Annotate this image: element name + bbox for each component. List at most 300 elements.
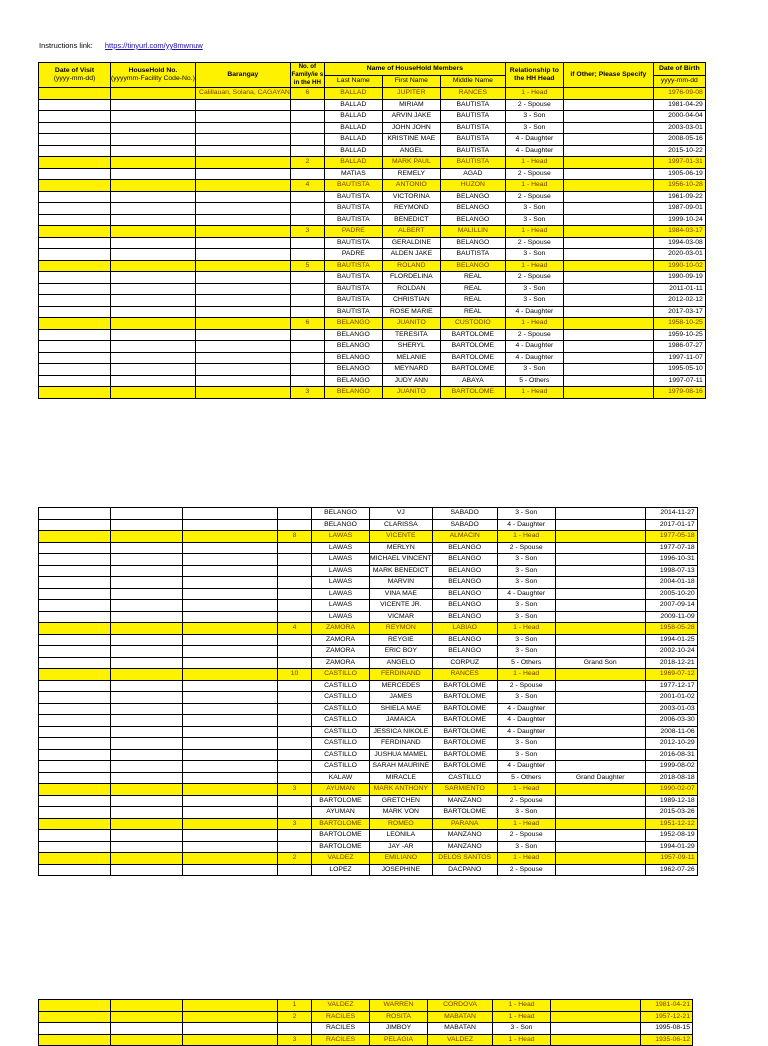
cell-if-other (563, 111, 653, 123)
col-barangay: Barangay (195, 63, 290, 88)
cell-num-families (278, 749, 312, 761)
cell-last-name: RACILES (312, 1023, 370, 1035)
cell-if-other (563, 122, 653, 134)
cell-num-families: 6 (290, 88, 324, 100)
cell-middle-name: AGAD (440, 168, 505, 180)
cell-dob: 1977-05-18 (645, 531, 697, 543)
cell-household-no (111, 864, 183, 876)
table-row (39, 88, 706, 100)
cell-first-name: SARAH MAURINE (370, 761, 433, 773)
cell-household-no (111, 260, 196, 272)
cell-relationship: 2 - Spouse (505, 191, 563, 203)
cell-relationship: 3 - Son (497, 738, 555, 750)
cell-relationship: 3 - Son (505, 283, 563, 295)
cell-household-no (111, 329, 196, 341)
cell-num-families (278, 692, 312, 704)
cell-first-name: MEYNARD (382, 364, 440, 376)
cell-first-name: MARK PAUL (382, 157, 440, 169)
cell-dob: 2004-01-18 (645, 577, 697, 589)
cell-household-no (111, 611, 183, 623)
cell-last-name: BAUTISTA (324, 191, 382, 203)
cell-middle-name: SABADO (432, 519, 497, 531)
cell-middle-name: SARMIENTO (432, 784, 497, 796)
cell-if-other (563, 306, 653, 318)
cell-barangay (195, 111, 290, 123)
cell-last-name: CASTILLO (312, 680, 370, 692)
cell-num-families (278, 508, 312, 520)
cell-household-no (111, 214, 196, 226)
cell-dob: 2005-10-20 (645, 588, 697, 600)
table-row (39, 318, 706, 330)
cell-dob: 2006-03-30 (645, 715, 697, 727)
cell-dob: 1952-08-19 (645, 830, 697, 842)
cell-dob: 2000-04-04 (653, 111, 705, 123)
cell-first-name: ANTONIO (382, 180, 440, 192)
cell-if-other (563, 214, 653, 226)
cell-last-name: CASTILLO (312, 738, 370, 750)
cell-household-no (111, 111, 196, 123)
cell-middle-name: BARTOLOME (440, 364, 505, 376)
header-row-1 (39, 63, 706, 76)
cell-date-of-visit (39, 352, 111, 364)
cell-first-name: VICENTE (370, 531, 433, 543)
cell-barangay (183, 565, 278, 577)
cell-dob: 1959-10-25 (653, 329, 705, 341)
table-row (39, 203, 706, 215)
cell-household-no (111, 375, 196, 387)
cell-num-families (290, 168, 324, 180)
cell-barangay (183, 508, 278, 520)
col-if-other: if Other; Please Specify (563, 63, 653, 88)
table-row (39, 761, 698, 773)
cell-middle-name: DELOS SANTOS (432, 853, 497, 865)
cell-num-families (278, 772, 312, 784)
cell-if-other (563, 295, 653, 307)
cell-relationship: 3 - Son (505, 214, 563, 226)
cell-date-of-visit (39, 565, 111, 577)
cell-middle-name: LABIAO (432, 623, 497, 635)
cell-household-no (111, 715, 183, 727)
cell-relationship: 1 - Head (497, 818, 555, 830)
cell-first-name: CHRISTIAN (382, 295, 440, 307)
cell-relationship: 3 - Son (493, 1023, 551, 1035)
cell-middle-name: SABADO (432, 508, 497, 520)
cell-if-other: Grand Daughter (555, 772, 645, 784)
cell-household-no (111, 623, 183, 635)
table-row (39, 634, 698, 646)
cell-relationship: 2 - Spouse (497, 795, 555, 807)
cell-if-other (563, 249, 653, 261)
cell-relationship: 5 - Others (497, 657, 555, 669)
table-row (39, 508, 698, 520)
cell-relationship: 2 - Spouse (497, 542, 555, 554)
cell-relationship: 2 - Spouse (505, 237, 563, 249)
table-row (39, 531, 698, 543)
cell-last-name: VALDEZ (312, 853, 370, 865)
cell-barangay (195, 364, 290, 376)
cell-if-other (563, 283, 653, 295)
table-row (39, 387, 706, 399)
table-row (39, 1000, 693, 1012)
cell-num-families (278, 657, 312, 669)
cell-date-of-visit (39, 519, 111, 531)
cell-if-other (555, 841, 645, 853)
cell-num-families (278, 807, 312, 819)
cell-num-families: 6 (290, 318, 324, 330)
cell-date-of-visit (39, 577, 111, 589)
cell-barangay (183, 623, 278, 635)
cell-dob: 2002-10-24 (645, 646, 697, 658)
cell-date-of-visit (39, 611, 111, 623)
cell-middle-name: REAL (440, 295, 505, 307)
cell-household-no (111, 226, 196, 238)
cell-first-name: CLARISSA (370, 519, 433, 531)
cell-barangay (195, 352, 290, 364)
cell-relationship: 4 - Daughter (497, 703, 555, 715)
cell-date-of-visit (39, 542, 111, 554)
cell-household-no (111, 565, 183, 577)
section-3-body (39, 1000, 693, 1046)
cell-num-families (290, 329, 324, 341)
cell-dob: 2014-11-27 (645, 508, 697, 520)
cell-first-name: ARVIN JAKE (382, 111, 440, 123)
cell-barangay (183, 600, 278, 612)
table-row (39, 364, 706, 376)
cell-relationship: 3 - Son (505, 111, 563, 123)
household-table (38, 62, 706, 399)
cell-date-of-visit (39, 295, 111, 307)
cell-household-no (111, 318, 196, 330)
table-row (39, 830, 698, 842)
cell-num-families (290, 249, 324, 261)
table-row (39, 191, 706, 203)
cell-last-name: CASTILLO (312, 761, 370, 773)
cell-dob: 2018-12-21 (645, 657, 697, 669)
cell-if-other (563, 237, 653, 249)
cell-relationship: 4 - Daughter (505, 352, 563, 364)
cell-last-name: MATIAS (324, 168, 382, 180)
table-row (39, 237, 706, 249)
cell-barangay (195, 318, 290, 330)
cell-relationship: 3 - Son (497, 565, 555, 577)
cell-date-of-visit (39, 807, 111, 819)
table-row (39, 807, 698, 819)
cell-first-name: MIRACLE (370, 772, 433, 784)
cell-if-other (563, 387, 653, 399)
cell-barangay (183, 692, 278, 704)
cell-last-name: BARTOLOME (312, 795, 370, 807)
cell-dob: 2003-01-03 (645, 703, 697, 715)
cell-barangay (183, 646, 278, 658)
cell-relationship: 1 - Head (505, 318, 563, 330)
cell-first-name: JOSEPHINE (370, 864, 433, 876)
cell-date-of-visit (39, 191, 111, 203)
cell-if-other (563, 375, 653, 387)
cell-middle-name: MABATAN (428, 1011, 493, 1023)
cell-household-no (111, 531, 183, 543)
cell-last-name: BALLAD (324, 88, 382, 100)
cell-middle-name: BAUTISTA (440, 249, 505, 261)
cell-first-name: JUANITO (382, 318, 440, 330)
cell-household-no (111, 795, 183, 807)
cell-relationship: 3 - Son (497, 749, 555, 761)
cell-first-name: MARK BENEDICT (370, 565, 433, 577)
cell-date-of-visit (39, 864, 111, 876)
cell-num-families (290, 214, 324, 226)
cell-household-no (111, 134, 196, 146)
cell-if-other (555, 830, 645, 842)
cell-last-name: PADRE (324, 249, 382, 261)
cell-relationship: 3 - Son (497, 807, 555, 819)
cell-dob: 1951-12-12 (645, 818, 697, 830)
table-row (39, 226, 706, 238)
cell-barangay (183, 577, 278, 589)
instructions-link[interactable]: https://tinyurl.com/yy8mwnuw (104, 41, 203, 50)
cell-middle-name: BAUTISTA (440, 111, 505, 123)
table-row (39, 864, 698, 876)
cell-last-name: CASTILLO (312, 669, 370, 681)
cell-barangay (195, 157, 290, 169)
cell-date-of-visit (39, 600, 111, 612)
cell-date-of-visit (39, 531, 111, 543)
cell-if-other (563, 99, 653, 111)
cell-barangay (195, 249, 290, 261)
cell-middle-name: HUZON (440, 180, 505, 192)
cell-last-name: LAWAS (312, 577, 370, 589)
section-1-body (39, 88, 706, 399)
cell-date-of-visit (39, 1023, 111, 1035)
cell-if-other (555, 703, 645, 715)
cell-middle-name: BARTOLOME (432, 703, 497, 715)
cell-middle-name: RANCES (440, 88, 505, 100)
cell-num-families (278, 726, 312, 738)
cell-if-other (555, 726, 645, 738)
cell-date-of-visit (39, 272, 111, 284)
cell-middle-name: BARTOLOME (440, 329, 505, 341)
cell-last-name: AYUMAN (312, 784, 370, 796)
cell-dob: 1994-03-08 (653, 237, 705, 249)
cell-dob: 1990-10-02 (653, 260, 705, 272)
cell-if-other (563, 88, 653, 100)
cell-relationship: 3 - Son (497, 634, 555, 646)
cell-date-of-visit (39, 795, 111, 807)
cell-num-families (278, 588, 312, 600)
cell-last-name: VALDEZ (312, 1000, 370, 1012)
cell-if-other (563, 329, 653, 341)
cell-first-name: LEONILA (370, 830, 433, 842)
cell-date-of-visit (39, 841, 111, 853)
cell-first-name: MARK ANTHONY (370, 784, 433, 796)
cell-date-of-visit (39, 715, 111, 727)
cell-if-other (563, 168, 653, 180)
cell-first-name: JIMBOY (370, 1023, 428, 1035)
cell-middle-name: ALMACIN (432, 531, 497, 543)
cell-household-no (111, 1034, 183, 1046)
cell-last-name: BELANGO (324, 387, 382, 399)
cell-middle-name: MANZANO (432, 830, 497, 842)
cell-household-no (111, 542, 183, 554)
cell-middle-name: BARTOLOME (432, 749, 497, 761)
cell-num-families (278, 864, 312, 876)
cell-first-name: MICHAEL VINCENT (370, 554, 433, 566)
cell-dob: 1994-01-25 (645, 634, 697, 646)
cell-date-of-visit (39, 738, 111, 750)
cell-dob: 1994-01-29 (645, 841, 697, 853)
cell-date-of-visit (39, 830, 111, 842)
cell-num-families (290, 145, 324, 157)
cell-dob: 2020-03-01 (653, 249, 705, 261)
cell-household-no (111, 669, 183, 681)
cell-household-no (111, 600, 183, 612)
cell-household-no (111, 387, 196, 399)
cell-barangay (195, 134, 290, 146)
cell-if-other (563, 180, 653, 192)
table-row (39, 542, 698, 554)
cell-first-name: ALBERT (382, 226, 440, 238)
cell-if-other (563, 203, 653, 215)
cell-relationship: 4 - Daughter (497, 761, 555, 773)
cell-barangay (195, 180, 290, 192)
cell-date-of-visit (39, 226, 111, 238)
cell-num-families (290, 375, 324, 387)
cell-household-no (111, 1000, 183, 1012)
cell-barangay (183, 841, 278, 853)
table-row (39, 554, 698, 566)
cell-num-families: 4 (290, 180, 324, 192)
cell-if-other: Grand Son (555, 657, 645, 669)
cell-last-name: LAWAS (312, 600, 370, 612)
table-row (39, 272, 706, 284)
cell-num-families (290, 306, 324, 318)
cell-household-no (111, 295, 196, 307)
cell-last-name: BAUTISTA (324, 214, 382, 226)
col-household-no: HouseHold No. (yyyymm-Facility Code-No.) (111, 63, 196, 88)
cell-barangay (183, 784, 278, 796)
cell-middle-name: BAUTISTA (440, 99, 505, 111)
col-last-name: Last Name (324, 75, 382, 88)
cell-last-name: LAWAS (312, 554, 370, 566)
cell-last-name: LAWAS (312, 531, 370, 543)
cell-barangay (195, 214, 290, 226)
cell-middle-name: RANCES (432, 669, 497, 681)
cell-if-other (563, 134, 653, 146)
cell-date-of-visit (39, 88, 111, 100)
cell-first-name: JESSICA NIKOLE (370, 726, 433, 738)
cell-if-other (555, 634, 645, 646)
cell-middle-name: BELANGO (432, 600, 497, 612)
cell-middle-name: BARTOLOME (432, 726, 497, 738)
cell-barangay (183, 749, 278, 761)
table-row (39, 341, 706, 353)
cell-num-families: 2 (278, 853, 312, 865)
cell-relationship: 1 - Head (497, 623, 555, 635)
table-row (39, 784, 698, 796)
cell-last-name: AYUMAN (312, 807, 370, 819)
table-row (39, 611, 698, 623)
cell-barangay (183, 588, 278, 600)
cell-household-no (111, 283, 196, 295)
table-row (39, 680, 698, 692)
cell-if-other (555, 554, 645, 566)
table-row (39, 623, 698, 635)
cell-dob: 2012-10-29 (645, 738, 697, 750)
cell-last-name: RACILES (312, 1034, 370, 1046)
cell-date-of-visit (39, 122, 111, 134)
cell-relationship: 1 - Head (493, 1000, 551, 1012)
cell-middle-name: MABATAN (428, 1023, 493, 1035)
cell-dob: 1999-08-02 (645, 761, 697, 773)
cell-date-of-visit (39, 249, 111, 261)
cell-date-of-visit (39, 180, 111, 192)
cell-num-families (278, 577, 312, 589)
cell-middle-name: BAUTISTA (440, 145, 505, 157)
cell-relationship: 2 - Spouse (505, 272, 563, 284)
cell-middle-name: BARTOLOME (440, 352, 505, 364)
cell-dob: 2001-01-02 (645, 692, 697, 704)
cell-dob: 1995-05-10 (653, 364, 705, 376)
cell-last-name: ZAMORA (312, 634, 370, 646)
cell-num-families (290, 341, 324, 353)
cell-barangay (195, 306, 290, 318)
cell-if-other (563, 145, 653, 157)
cell-first-name: ANGEL (382, 145, 440, 157)
cell-num-families (290, 272, 324, 284)
table-row (39, 375, 706, 387)
cell-relationship: 3 - Son (497, 646, 555, 658)
cell-last-name: BELANGO (324, 341, 382, 353)
cell-household-no (111, 203, 196, 215)
cell-num-families (278, 600, 312, 612)
cell-last-name: BALLAD (324, 111, 382, 123)
table-row (39, 1011, 693, 1023)
cell-barangay (195, 295, 290, 307)
cell-relationship: 1 - Head (505, 260, 563, 272)
cell-first-name: FLORDELINA (382, 272, 440, 284)
cell-barangay (183, 761, 278, 773)
cell-relationship: 1 - Head (505, 157, 563, 169)
table-row (39, 715, 698, 727)
cell-last-name: LAWAS (312, 565, 370, 577)
cell-barangay (183, 772, 278, 784)
cell-num-families (290, 283, 324, 295)
cell-household-no (111, 588, 183, 600)
cell-barangay (195, 237, 290, 249)
cell-relationship: 1 - Head (497, 531, 555, 543)
table-row (39, 329, 706, 341)
cell-first-name: EMILIANO (370, 853, 433, 865)
cell-first-name: ANGELO (370, 657, 433, 669)
cell-last-name: LAWAS (312, 611, 370, 623)
table-row (39, 565, 698, 577)
cell-num-families (278, 634, 312, 646)
cell-last-name: BALLAD (324, 145, 382, 157)
cell-num-families: 4 (278, 623, 312, 635)
cell-middle-name: BELANGO (432, 542, 497, 554)
cell-num-families (290, 111, 324, 123)
cell-barangay (183, 554, 278, 566)
cell-if-other (555, 738, 645, 750)
cell-num-families (278, 565, 312, 577)
cell-household-no (111, 157, 196, 169)
cell-date-of-visit (39, 749, 111, 761)
cell-dob: 2017-01-17 (645, 519, 697, 531)
cell-first-name: SHIELA MAE (370, 703, 433, 715)
cell-barangay (183, 864, 278, 876)
cell-middle-name: BAUTISTA (440, 122, 505, 134)
cell-dob: 1935-06-12 (641, 1034, 693, 1046)
table-row (39, 577, 698, 589)
cell-first-name: PELAGIA (370, 1034, 428, 1046)
